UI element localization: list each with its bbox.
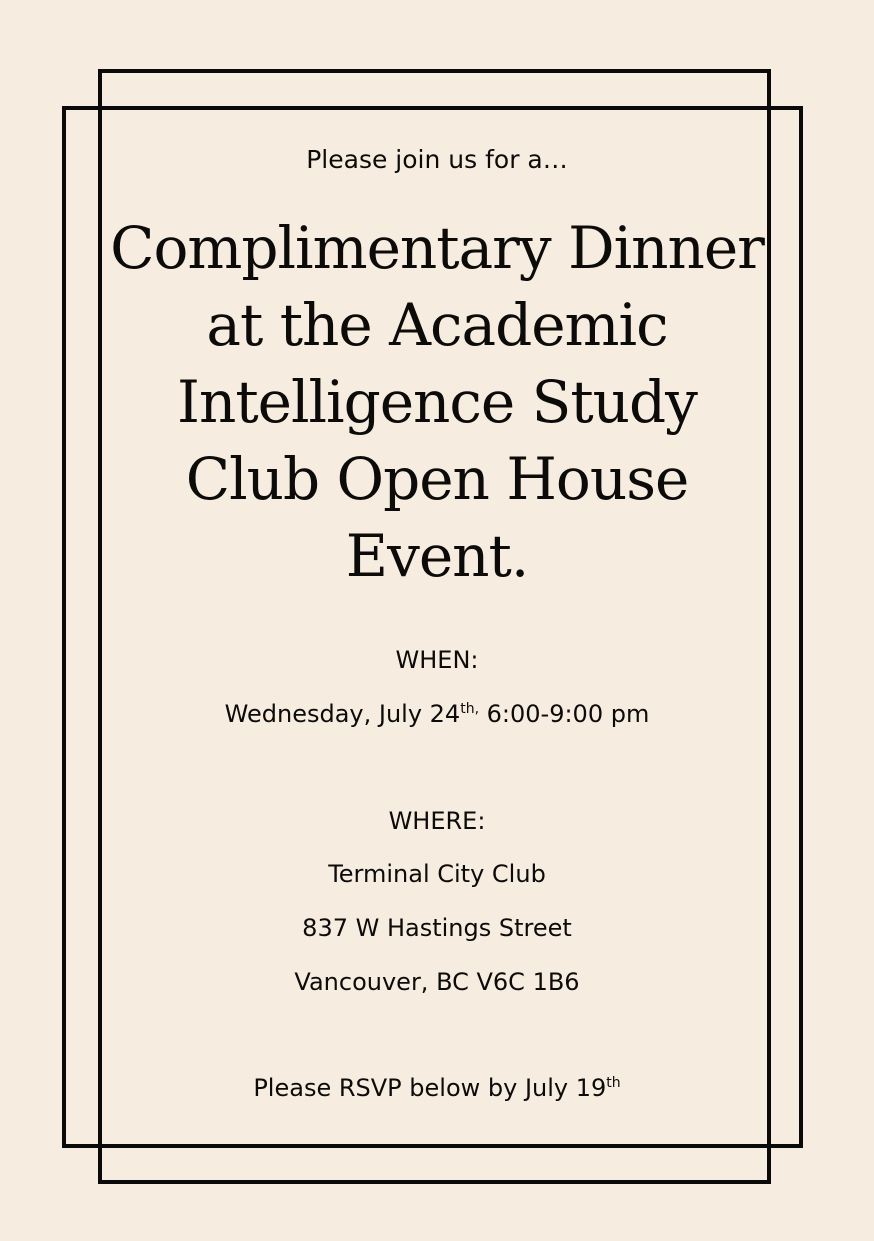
event-date: Wednesday, July 24 xyxy=(224,700,461,728)
invitation-intro: Please join us for a… xyxy=(306,145,568,174)
date-ordinal-suffix: th, xyxy=(460,701,480,717)
event-time: 6:00-9:00 pm xyxy=(479,700,650,728)
when-label: WHEN: xyxy=(395,646,479,674)
venue-street: 837 W Hastings Street xyxy=(302,914,572,942)
rsvp-note xyxy=(62,1074,812,1102)
rsvp-ordinal-suffix: th xyxy=(606,1075,621,1091)
invitation-title: Complimentary Dinner at the Academic Intelligence Study Club Open House Event. xyxy=(110,214,764,590)
venue-city: Vancouver, BC V6C 1B6 xyxy=(294,968,580,996)
event-date-time xyxy=(62,700,812,728)
venue-name: Terminal City Club xyxy=(328,860,546,888)
rsvp-text: Please RSVP below by July 19 xyxy=(253,1074,607,1102)
where-label: WHERE: xyxy=(388,807,486,835)
